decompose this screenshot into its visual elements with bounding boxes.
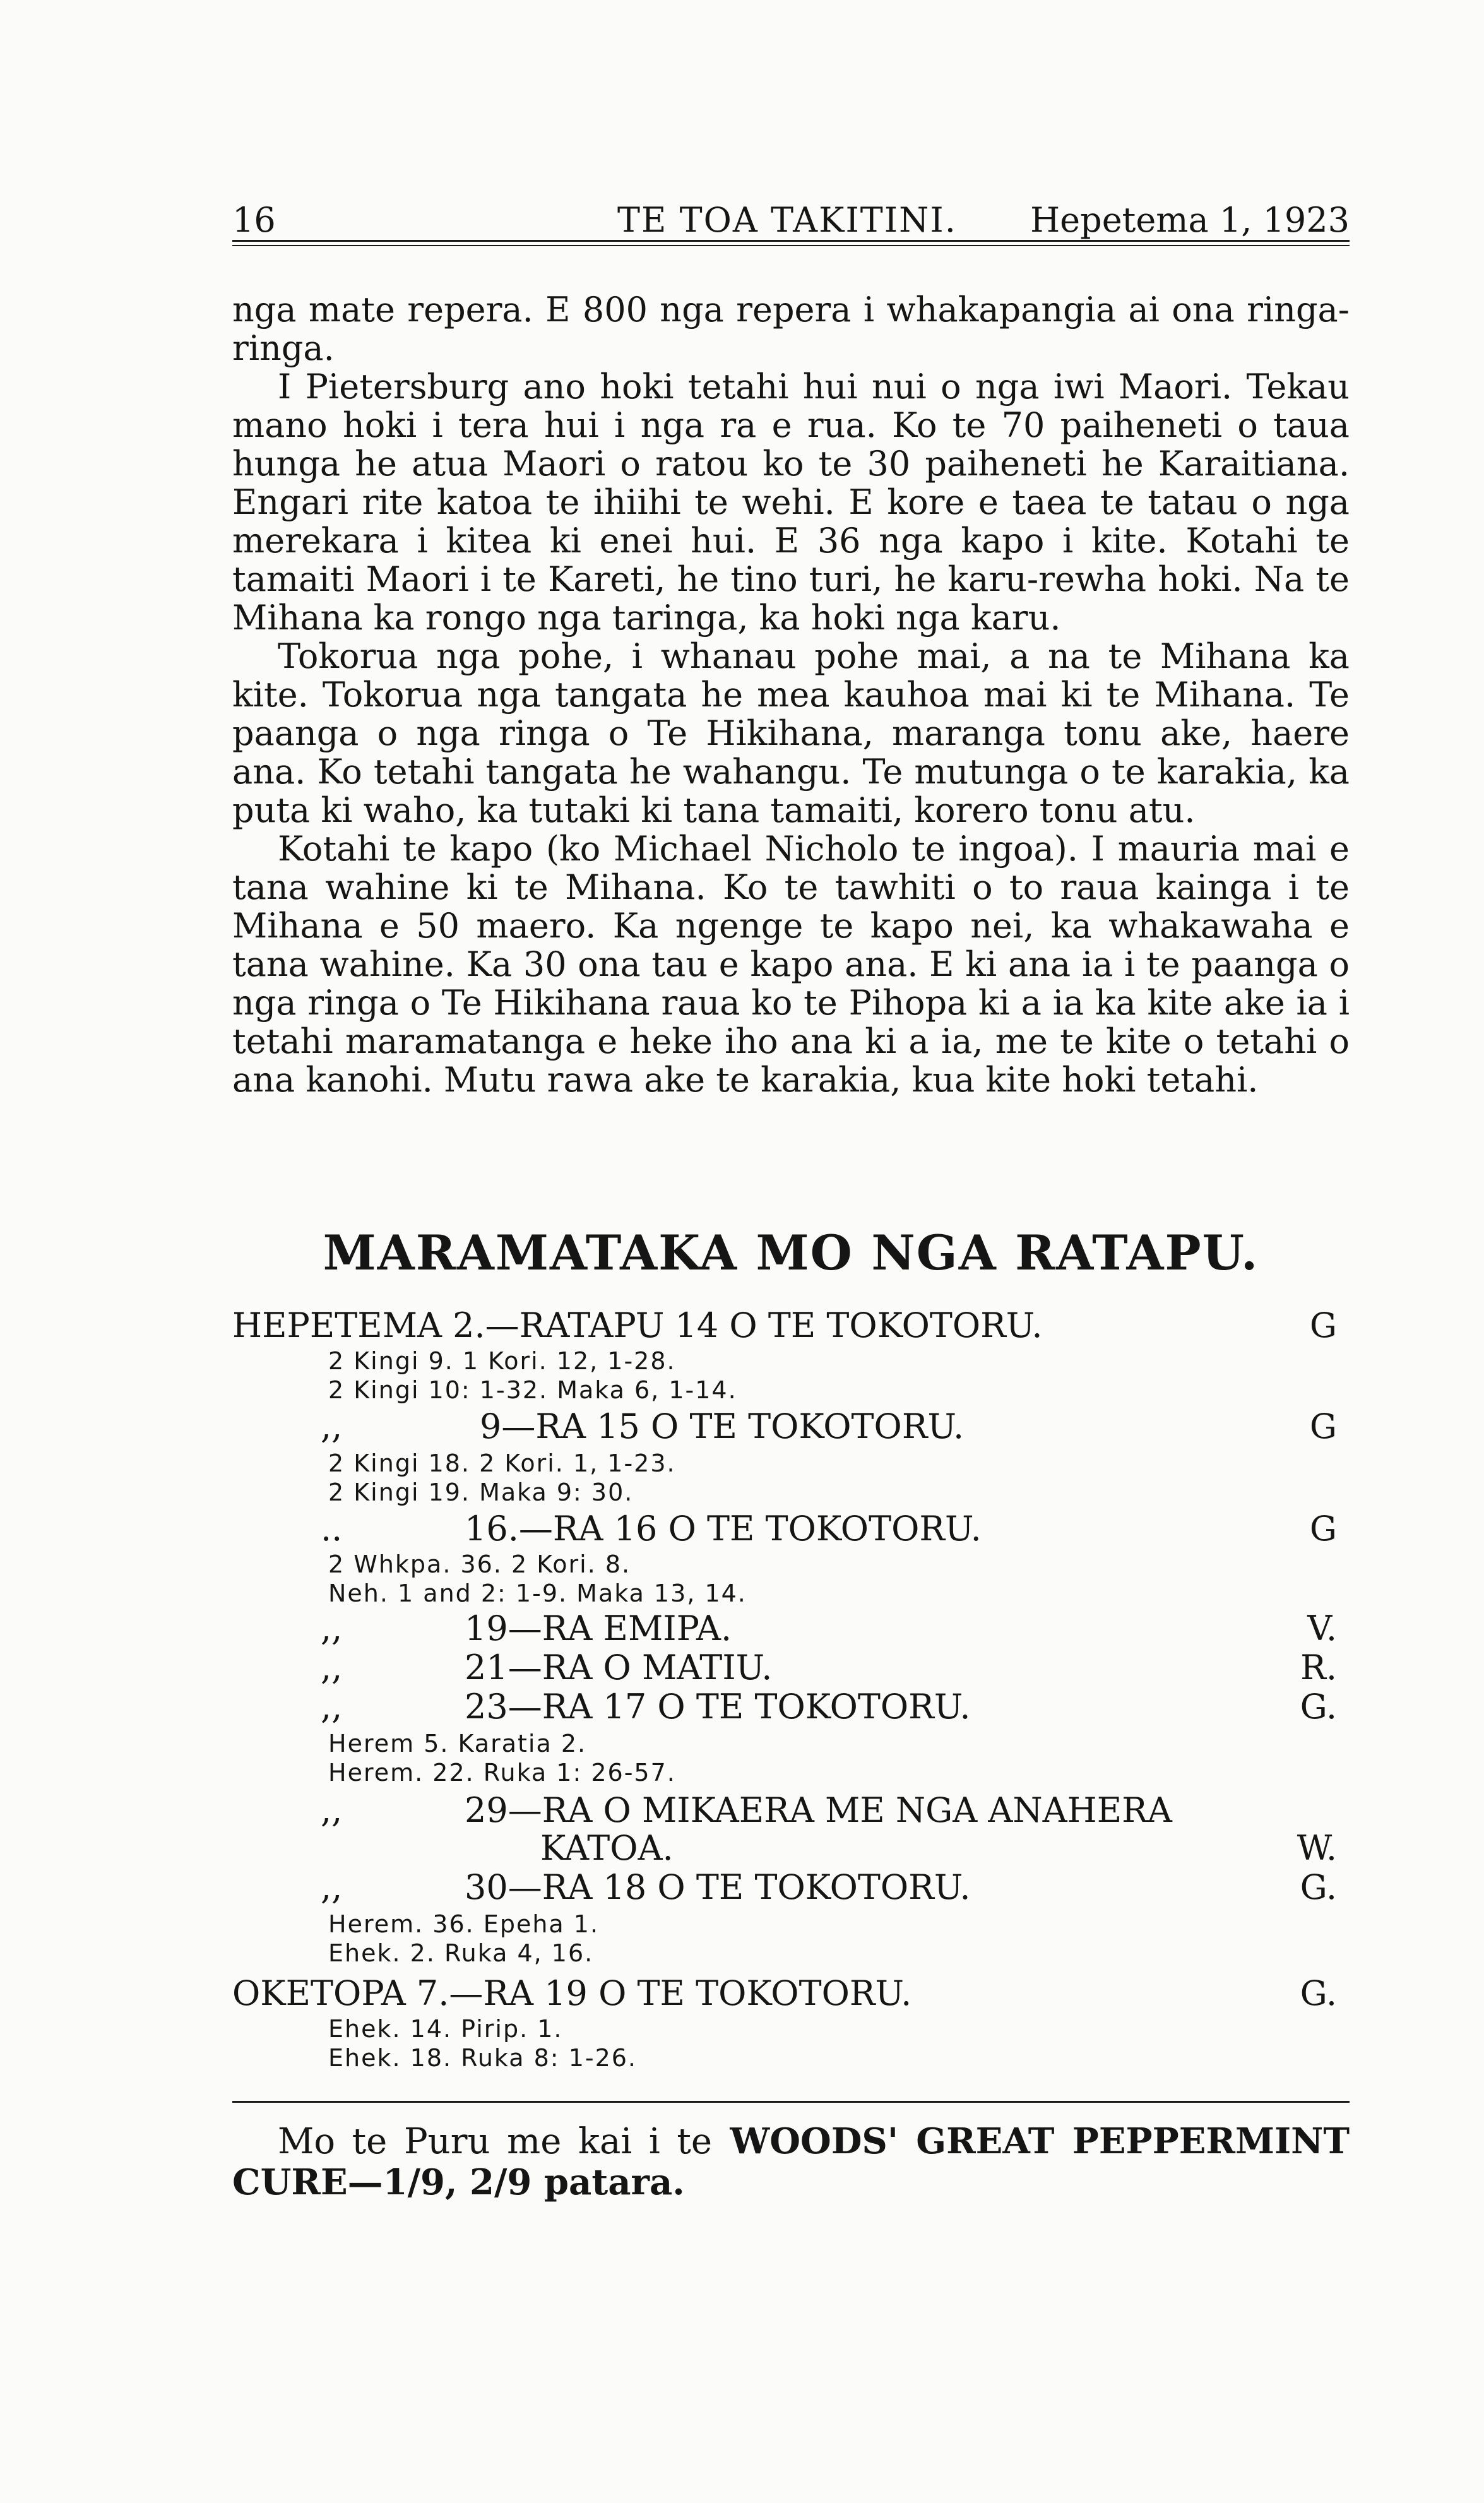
liturgical-color: W.: [1297, 1828, 1337, 1868]
reading: Ehek. 2. Ruka 4, 16.: [328, 1939, 594, 1967]
entry-date: OKETOPA 7.—RA 19 O TE TOKOTORU.: [232, 1973, 912, 2013]
header-rule-thin: [232, 245, 1350, 246]
entry-date: 16.—RA 16 O TE TOKOTORU.: [465, 1509, 982, 1549]
article-body: [232, 290, 1350, 1099]
reading: 2 Whkpa. 36. 2 Kori. 8.: [328, 1550, 631, 1578]
page-number: 16: [232, 200, 276, 240]
header-rule: [232, 240, 1350, 242]
liturgical-color: V.: [1307, 1608, 1337, 1648]
entry-date: HEPETEMA 2.—RATAPU 14 O TE TOKOTORU.: [232, 1305, 1043, 1345]
reading: 2 Kingi 10: 1-32. Maka 6, 1-14.: [328, 1376, 737, 1404]
running-header: [232, 201, 1350, 240]
reading: 2 Kingi 9. 1 Kori. 12, 1-28.: [328, 1347, 676, 1375]
reading: Ehek. 18. Ruka 8: 1-26.: [328, 2044, 638, 2072]
liturgical-color: G.: [1300, 1687, 1337, 1727]
ditto-mark: ,,: [321, 1790, 343, 1830]
advert-lead: Mo te Puru me kai i te: [278, 2121, 713, 2162]
liturgical-color: R.: [1300, 1648, 1337, 1687]
paragraph: Kotahi te kapo (ko Michael Nicholo te ingoa). I mauria mai e tana wahine ki te Mihana. Ko te tawhiti o to raua kainga i te Mihana e 50 maero. Ka ngenge te kapo nei, ka whakawaha e tana wahine. Ka 30 ona tau e kapo ana. E ki ana ia i te paanga o nga ringa o Te Hikihana raua ko te Pihopa ki a ia ka kite ake ia i tetahi maramatanga e heke iho ana ki a ia, me te kite o tetahi o ana kanohi. Mutu rawa ake te karakia, kua kite hoki tetahi.: [232, 829, 1350, 1100]
paragraph: I Pietersburg ano hoki tetahi hui nui o nga iwi Maori. Tekau mano hoki i tera hui i nga ra e rua. Ko te 70 paiheneti o taua hunga he atua Maori o ratou ko te 30 paiheneti he Karaitiana. Engari rite katoa te ihiihi te wehi. E kore e taea te tatau o nga merekara i kitea ki enei hui. E 36 nga kapo i kite. Kotahi te tamaiti Maori i te Kareti, he tino turi, he karu-rewha hoki. Na te Mihana ka rongo nga taringa, ka hoki nga karu.: [232, 367, 1350, 638]
ditto-mark: ,,: [321, 1406, 343, 1446]
paragraph: Tokorua nga pohe, i whanau pohe mai, a na te Mihana ka kite. Tokorua nga tangata he mea kauhoa mai ki te Mihana. Te paanga o nga ringa o Te Hikihana, maranga tonu ake, haere ana. Ko tetahi tangata he wahangu. Te mutunga o te karakia, ka puta ki waho, ka tutaki ki tana tamaiti, korero tonu atu.: [232, 636, 1350, 830]
reading: 2 Kingi 19. Maka 9: 30.: [328, 1478, 634, 1506]
liturgical-color: G: [1309, 1509, 1337, 1549]
entry-date: 21—RA O MATIU.: [465, 1648, 773, 1687]
reading: Neh. 1 and 2: 1-9. Maka 13, 14.: [328, 1579, 747, 1607]
entry-date: 19—RA EMIPA.: [465, 1608, 732, 1648]
liturgical-color: G: [1309, 1305, 1337, 1345]
entry-date: 29—RA O MIKAERA ME NGA ANAHERA: [465, 1790, 1172, 1830]
footer-rule: [232, 2101, 1350, 2103]
liturgical-color: G: [1309, 1406, 1337, 1446]
calendar-heading: MARAMATAKA MO NGA RATAPU.: [323, 1225, 1259, 1281]
reading: Herem 5. Karatia 2.: [328, 1730, 587, 1757]
paragraph: nga mate repera. E 800 nga repera i whakapangia ai ona ringa-ringa.: [232, 290, 1350, 368]
entry-date: 9—RA 15 O TE TOKOTORU.: [480, 1406, 965, 1446]
reading: 2 Kingi 18. 2 Kori. 1, 1-23.: [328, 1449, 676, 1477]
issue-date: Hepetema 1, 1923: [1030, 200, 1350, 240]
reading: Herem. 36. Epeha 1.: [328, 1910, 600, 1938]
ditto-mark: ,,: [321, 1867, 343, 1907]
ditto-mark: ,,: [321, 1608, 343, 1648]
entry-date: 23—RA 17 O TE TOKOTORU.: [465, 1687, 971, 1727]
advert-text: WOODS' GREAT PEPPERMINT CURE—1/9, 2/9 patara.: [232, 2120, 1350, 2203]
reading: Ehek. 14. Pirip. 1.: [328, 2015, 563, 2043]
entry-date: 30—RA 18 O TE TOKOTORU.: [465, 1867, 971, 1907]
publication-title: TE TOA TAKITINI.: [617, 200, 957, 240]
liturgical-color: G.: [1300, 1867, 1337, 1907]
ditto-mark: ..: [321, 1509, 343, 1549]
advertisement: [232, 2121, 1350, 2203]
reading: Herem. 22. Ruka 1: 26-57.: [328, 1759, 676, 1787]
entry-date-continued: KATOA.: [540, 1828, 674, 1868]
liturgical-color: G.: [1300, 1973, 1337, 2013]
ditto-mark: ,,: [321, 1648, 343, 1687]
ditto-mark: ,,: [321, 1687, 343, 1727]
